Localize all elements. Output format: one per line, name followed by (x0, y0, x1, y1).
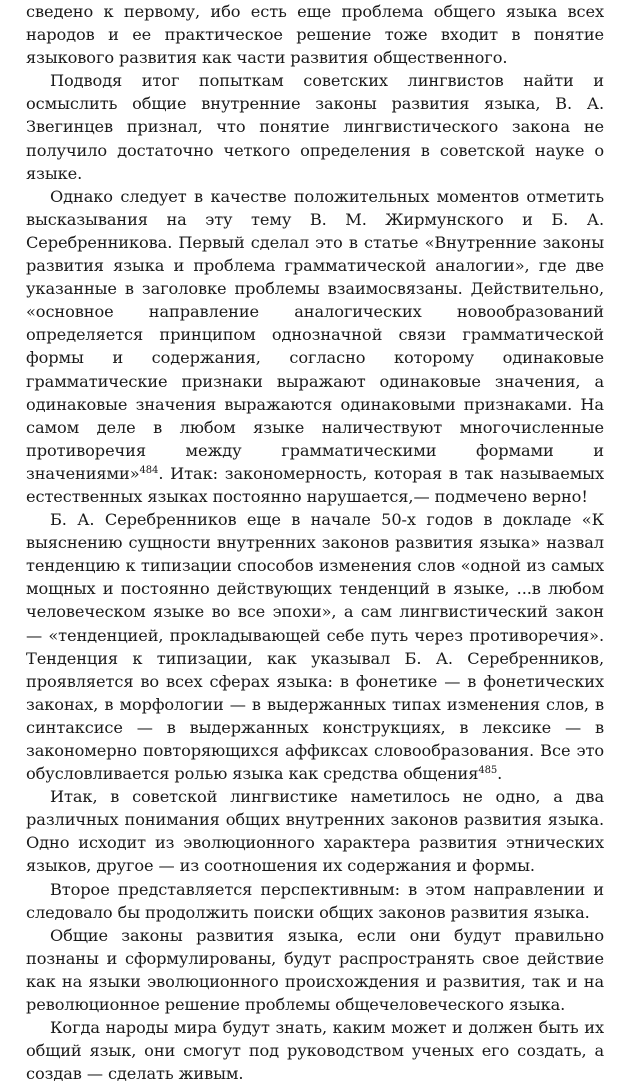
paragraph-text-after: . Итак: закономерность, которая в так называемых естественных языках постоянно нарушается,— подмечено верно! (26, 463, 604, 506)
paragraph-text: Итак, в советской лингвистике наметилось не одно, а два различных понимания общих внутренних законов развития языка. Одно исходит из эволюционного характера развития этнических языков, другое — из соотношения их содержания и формы. (26, 787, 604, 876)
paragraph-text: Общие законы развития языка, если они будут правильно познаны и сформулированы, будут распространять свое действие как на языки эволюционного происхождения и развития, так и на революционное решение проблемы общечеловеческого языка. (26, 925, 604, 1015)
paragraph-1 (26, 0, 604, 69)
paragraph-4 (26, 508, 604, 785)
paragraph-text: сведено к первому, ибо есть еще проблема общего языка всех народов и ее практическое решение тоже входит в понятие языкового развития как части развития общественного. (26, 2, 604, 68)
paragraph-2 (26, 69, 604, 184)
paragraph-7 (26, 924, 604, 1016)
paragraph-text: Б. А. Серебренников еще в начале 50-х годов в докладе «К выяснению сущности внутренних законов развития языка» назвал тенденцию к типизации способов изменения слов «одной из самых мощных и постоянно действующих тенденций в языке, ...в любом человеческом языке во все эпохи», а сам лингвистический закон — «тенденцией, прокладывающей себе путь через противоречия». Тенденция к типизации, как указывал Б. А. Серебренников, проявляется во всех сферах языка: в фонетике — в фонетических законах, в морфологии — в выдержанных типах изменения слов, в синтаксисе — в выдержанных конструкциях, в лексике — в закономерно повторяющихся аффиксах словообразования. Все это обусловливается ролью языка как средства общения (26, 510, 604, 784)
paragraph-3 (26, 185, 604, 508)
paragraph-6 (26, 878, 604, 924)
footnote-ref: 485 (478, 765, 498, 777)
paragraph-text: Второе представляется перспективным: в этом направлении и следовало бы продолжить поиски общих законов развития языка. (26, 879, 604, 922)
paragraph-5 (26, 785, 604, 877)
paragraph-8 (26, 1016, 604, 1085)
paragraph-text: Когда народы мира будут знать, каким может и должен быть их общий язык, они смогут под руководством ученых его создать, а создав — сделать живым. (26, 1018, 604, 1084)
paragraph-text: Подводя итог попыткам советских лингвистов найти и осмыслить общие внутренние законы развития языка, В. А. Звегинцев признал, что понятие лингвистического закона не получило достаточно четкого определения в советской науке о языке. (26, 71, 604, 183)
paragraph-text: Однако следует в качестве положительных моментов отметить высказывания на эту тему В. М. Жирмунского и Б. А. Серебренникова. Первый сделал это в статье «Внутренние законы развития языка и проблема грамматической аналогии», где две указанные в заголовке проблемы взаимосвязаны. Действительно, «основное направление аналогических новообразований определяется принципом однозначной связи грамматической формы и содержания, согласно которому одинаковые грамматические признаки выражают одинаковые значения, а одинаковые значения выражаются одинаковыми признаками. На самом деле в любом языке наличествуют многочисленные противоречия между грамматическими формами и значениями» (26, 186, 604, 483)
footnote-ref: 484 (139, 464, 159, 476)
paragraph-text-after: . (497, 764, 503, 784)
page-body (26, 0, 604, 1085)
